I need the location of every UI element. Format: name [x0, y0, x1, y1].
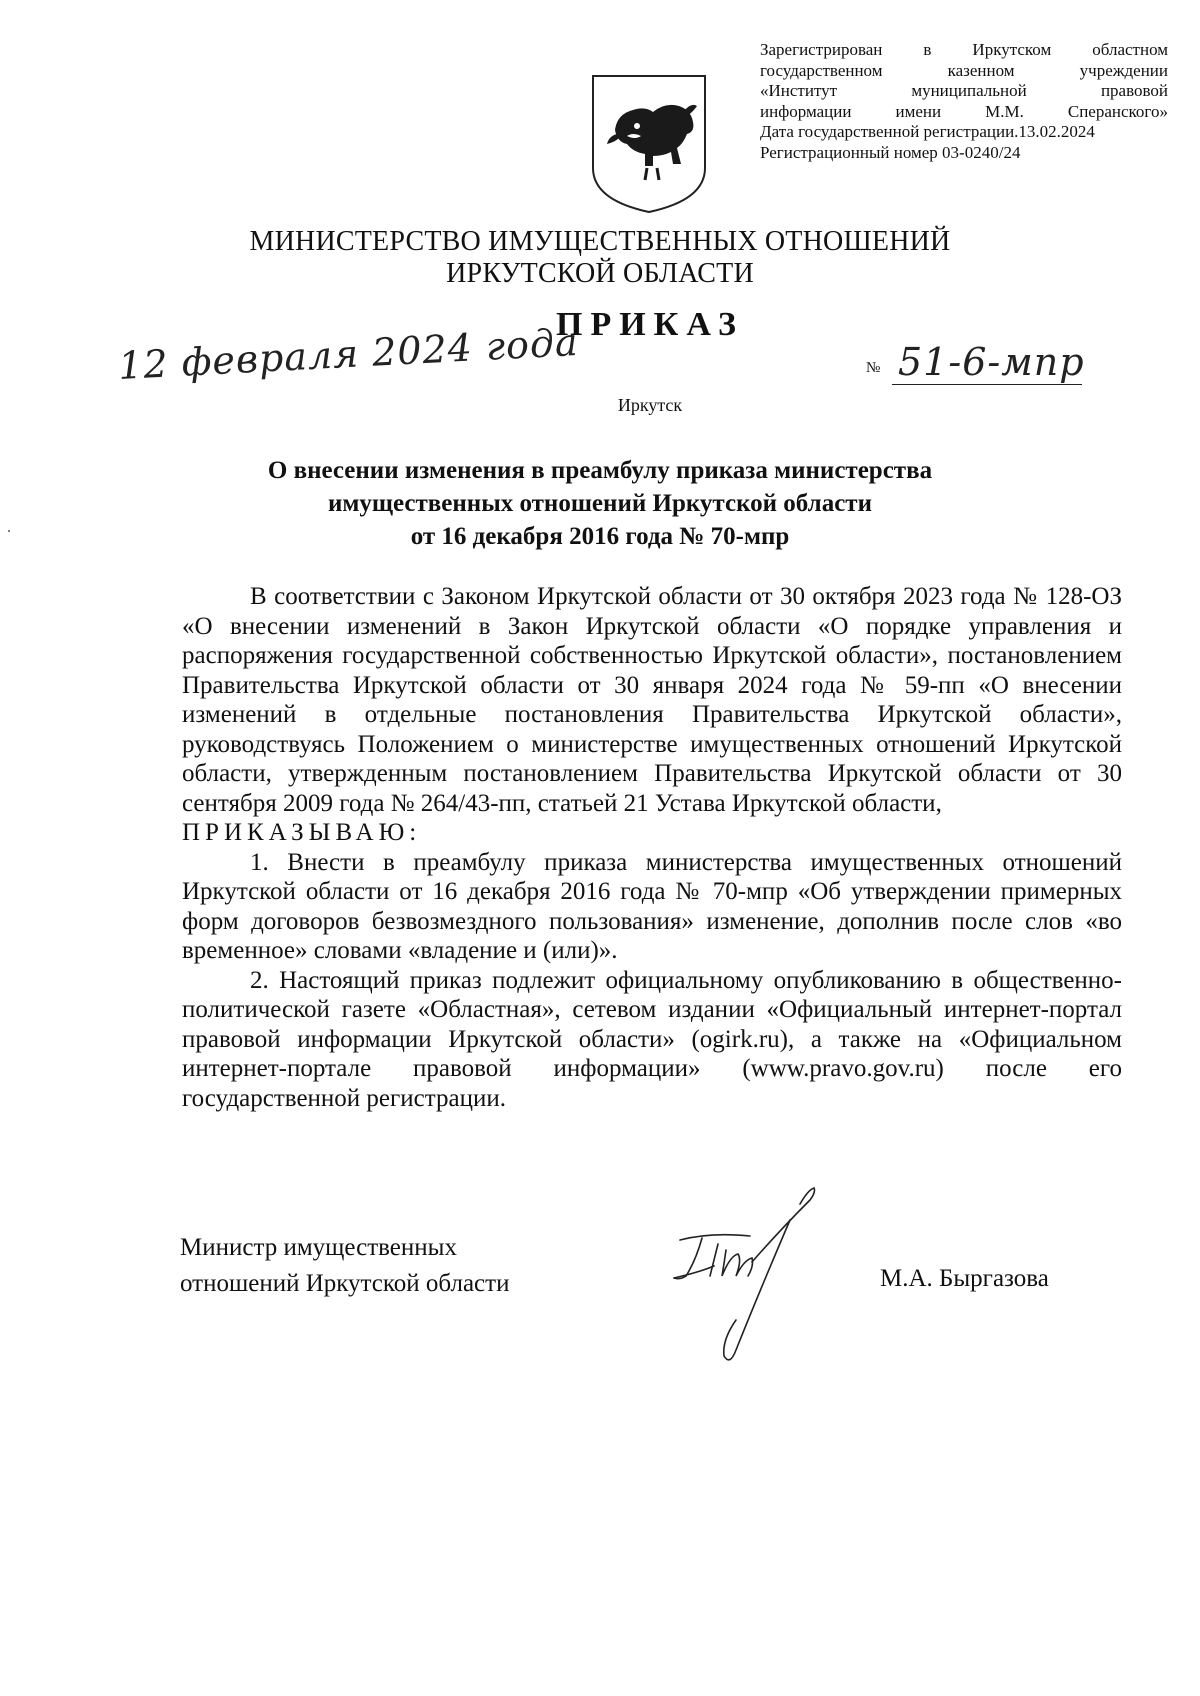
registration-line: Зарегистрирован в Иркутском областном	[760, 40, 1168, 59]
registration-line: государственном казенном учреждении	[760, 60, 1168, 80]
registration-line: «Институт муниципальной правовой	[760, 81, 1168, 100]
subject-line: О внесении изменения в преамбулу приказа министерства	[267, 457, 933, 484]
preamble-paragraph: В соответствии с Законом Иркутской области от 30 октября 2023 года № 128-ОЗ «О внесении изменений в Закон Иркутской области «О порядке управления и распоряжения государственной собственностью Иркутской области», постановлением Правительства Иркутской области от 30 января 2024 года № 59-пп «О внесении изменений в отдельные постановления Правительства Иркутской области», руководствуясь Положением о министерстве имущественных отношений Иркутской области, утвержденным постановлением Правительства Иркутской области от 30 сентября 2009 года № 264/43-пп, статьей 21 Устава Иркутской области,	[182, 583, 1122, 817]
subject-line: имущественных отношений Иркутской области	[327, 490, 872, 517]
signatory-title-line1: Министр имущественных	[180, 1234, 457, 1261]
signatory-title	[180, 1230, 509, 1302]
order-number-handwritten: 51-6-мпр	[898, 340, 1085, 384]
order-item-2: 2. Настоящий приказ подлежит официальному опубликованию в общественно-политической газете «Областная», сетевом издании «Официальный интернет-портал правовой информации Иркутской области» (ogirk.ru), а также на «Официальном интернет-портале правовой информации» (www.pravo.gov.ru) после его государственной регистрации.	[182, 966, 1122, 1112]
city: Иркутск	[617, 395, 683, 415]
ministry-header	[150, 226, 1050, 290]
ministry-name-line2: ИРКУТСКОЙ ОБЛАСТИ	[446, 258, 754, 289]
signatory-title-line2: отношений Иркутской области	[180, 1270, 510, 1297]
registration-line: информации имени М.М. Сперанского»	[760, 101, 1168, 121]
ministry-name-line1: МИНИСТЕРСТВО ИМУЩЕСТВЕННЫХ ОТНОШЕНИЙ	[249, 226, 951, 257]
order-body	[182, 582, 1122, 1113]
decree-word: ПРИКАЗЫВАЮ:	[182, 819, 422, 846]
registration-date: Дата государственной регистрации.13.02.2024	[760, 122, 1095, 141]
order-title: ПРИКАЗ	[556, 306, 744, 343]
handwritten-signature-icon	[640, 1180, 850, 1380]
order-subject	[150, 454, 1050, 553]
number-underline	[892, 384, 1082, 385]
registration-stamp	[760, 40, 1168, 163]
registration-number: Регистрационный номер 03-0240/24	[760, 142, 1021, 162]
order-item-1: 1. Внести в преамбулу приказа министерства имущественных отношений Иркутской области от 16 декабря 2016 года № 70-мпр «Об утверждении примерных форм договоров безвозмездного пользования» изменение, дополнив после слов «во временное» словами «владение и (или)».	[182, 848, 1122, 964]
signatory-name: М.А. Быргазова	[880, 1265, 1049, 1292]
number-sign: №	[866, 360, 881, 376]
order-date-handwritten: 12 февраля 2024 года	[117, 319, 580, 389]
coat-of-arms-icon	[587, 72, 711, 216]
subject-line: от 16 декабря 2016 года № 70-мпр	[410, 523, 790, 550]
scan-speck	[8, 530, 10, 532]
